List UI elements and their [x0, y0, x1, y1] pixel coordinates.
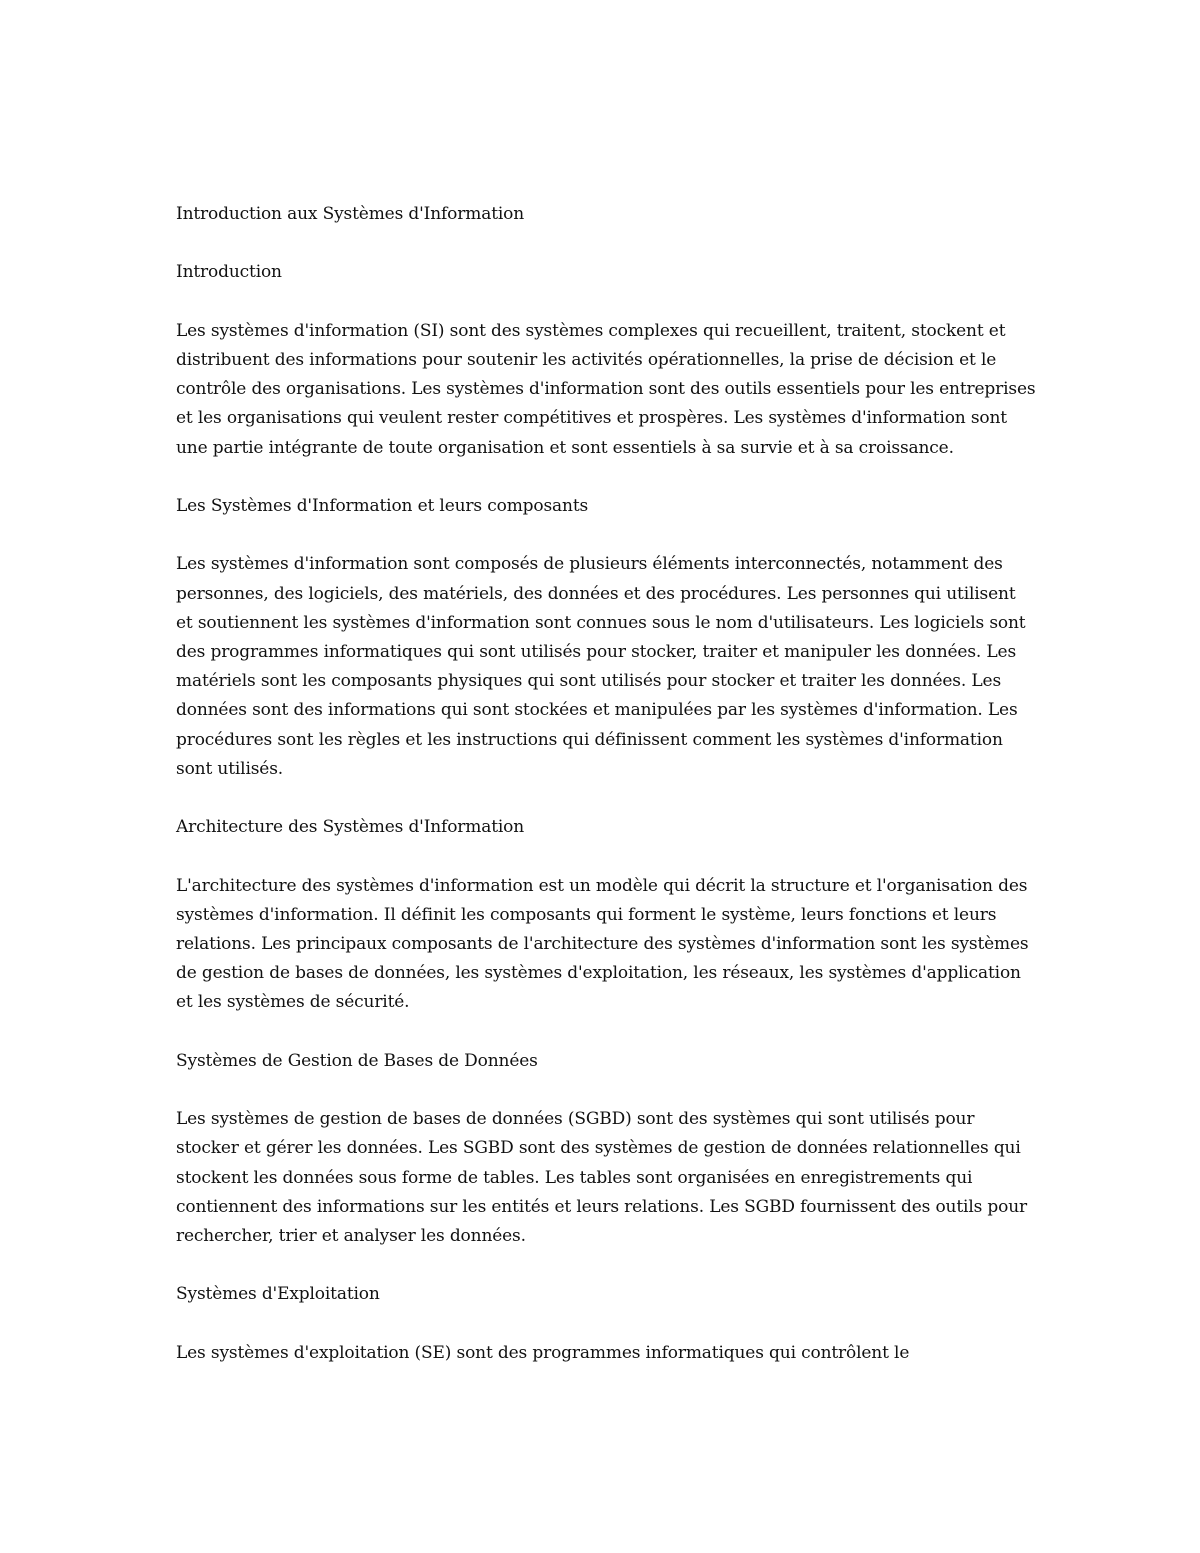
section-heading-exploitation: Systèmes d'Exploitation [176, 1284, 380, 1305]
section-paragraph-composants: Les systèmes d'information sont composés de plusieurs éléments interconnectés, notamment des personnes, des logiciels, des matériels, des données et des procédures. Les personnes qui utilisent et soutiennent les systèmes d'information sont connues sous le nom d'utilisateurs. Les logiciels sont des programmes informatiques qui sont utilisés pour stocker, traiter et manipuler les données. Les matériels sont les composants physiques qui sont utilisés pour stocker et traiter les données. Les données sont des informations qui sont stockées et manipulées par les systèmes d'information. Les procédures sont les règles et les instructions qui définissent comment les systèmes d'information sont utilisés. [176, 554, 1026, 779]
section-paragraph-exploitation: Les systèmes d'exploitation (SE) sont des programmes informatiques qui contrôlent le [176, 1342, 910, 1363]
section-paragraph-architecture: L'architecture des systèmes d'information est un modèle qui décrit la structure et l'organisation des systèmes d'information. Il définit les composants qui forment le système, leurs fonctions et leurs relations. Les principaux composants de l'architecture des systèmes d'information sont les systèmes de gestion de bases de données, les systèmes d'exploitation, les réseaux, les systèmes d'application et les systèmes de sécurité. [176, 875, 1029, 1013]
section-paragraph-sgbd: Les systèmes de gestion de bases de données (SGBD) sont des systèmes qui sont utilisés pour stocker et gérer les données. Les SGBD sont des systèmes de gestion de données relationnelles qui stockent les données sous forme de tables. Les tables sont organisées en enregistrements qui contiennent des informations sur les entités et leurs relations. Les SGBD fournissent des outils pour rechercher, trier et analyser les données. [176, 1109, 1028, 1246]
section-paragraph-introduction: Les systèmes d'information (SI) sont des systèmes complexes qui recueillent, traitent, stockent et distribuent des informations pour soutenir les activités opérationnelles, la prise de décision et le contrôle des organisations. Les systèmes d'information sont des outils essentiels pour les entreprises et les organisations qui veulent rester compétitives et prospères. Les systèmes d'information sont une partie intégrante de toute organisation et sont essentiels à sa survie et à sa croissance. [176, 320, 1036, 458]
document-title: Introduction aux Systèmes d'Information [176, 204, 525, 224]
section-heading-introduction: Introduction [176, 262, 282, 283]
section-heading-sgbd: Systèmes de Gestion de Bases de Données [176, 1050, 538, 1071]
section-heading-architecture: Architecture des Systèmes d'Information [176, 817, 525, 838]
document-body [176, 200, 1036, 1397]
section-heading-composants: Les Systèmes d'Information et leurs composants [176, 495, 589, 516]
